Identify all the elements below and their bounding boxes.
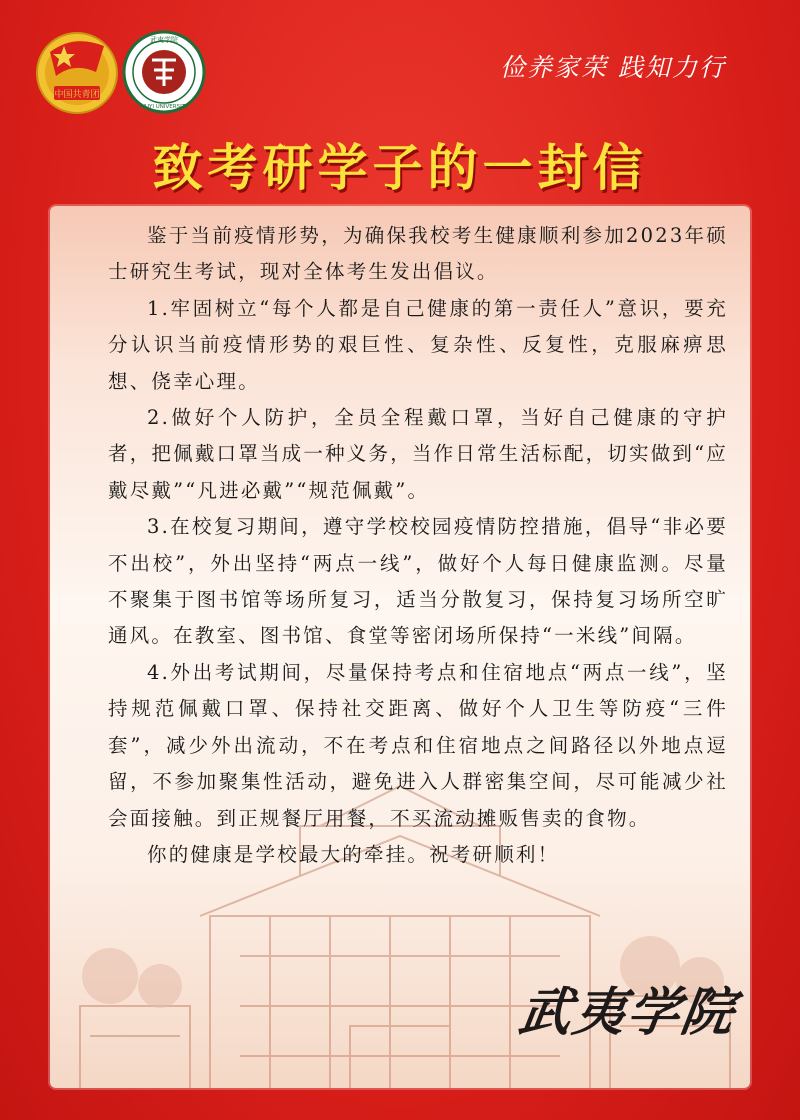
letter-body — [108, 218, 728, 873]
letter-paragraph-3: 3.在校复习期间，遵守学校校园疫情防控措施，倡导“非必要不出校”，外出坚持“两点一线”，做好个人每日健康监测。尽量不聚集于图书馆等场所复习，适当分散复习，保持复习场所空旷通风。在教室、图书馆、食堂等密闭场所保持“一米线”间隔。 — [108, 515, 728, 648]
svg-text:WUYI UNIVERSITY: WUYI UNIVERSITY — [139, 104, 189, 110]
svg-text:武夷学院: 武夷学院 — [150, 36, 178, 44]
letter-closing: 你的健康是学校最大的牵挂。祝考研顺利！ — [147, 842, 560, 866]
svg-text:中国共青团: 中国共青团 — [54, 90, 100, 100]
youth-league-emblem-icon — [34, 30, 120, 116]
letter-paragraph-intro: 鉴于当前疫情形势，为确保我校考生健康顺利参加2023年硕士研究生考试，现对全体考生发出倡议。 — [108, 224, 728, 284]
university-seal-icon — [122, 30, 206, 114]
page-title: 致考研学子的一封信 — [152, 139, 648, 197]
letter-paragraph-2: 2.做好个人防护，全员全程戴口罩，当好自己健康的守护者，把佩戴口罩当成一种义务，当作日常生活标配，切实做到“应戴尽戴”“凡进必戴”“规范佩戴”。 — [108, 406, 728, 502]
motto-calligraphy: 俭养家荣 践知力行 — [500, 53, 726, 82]
letter-paragraph-1: 1.牢固树立“每个人都是自己健康的第一责任人”意识，要充分认识当前疫情形势的艰巨性、复杂性、反复性，克服麻痹思想、侥幸心理。 — [108, 296, 728, 393]
signature-text: 武夷学院 — [515, 982, 740, 1043]
letter-paragraph-4: 4.外出考试期间，尽量保持考点和住宿地点“两点一线”，坚持规范佩戴口罩、保持社交距离、做好个人卫生等防疫“三件套”，减少外出流动，不在考点和住宿地点之间路径以外地点逗留，不参加聚集性活动，避免进入人群密集空间，尽可能减少社会面接触。到正规餐厅用餐，不买流动摊贩售卖的食物。 — [108, 660, 728, 830]
letter-panel — [50, 206, 750, 1088]
signature — [515, 960, 765, 1050]
